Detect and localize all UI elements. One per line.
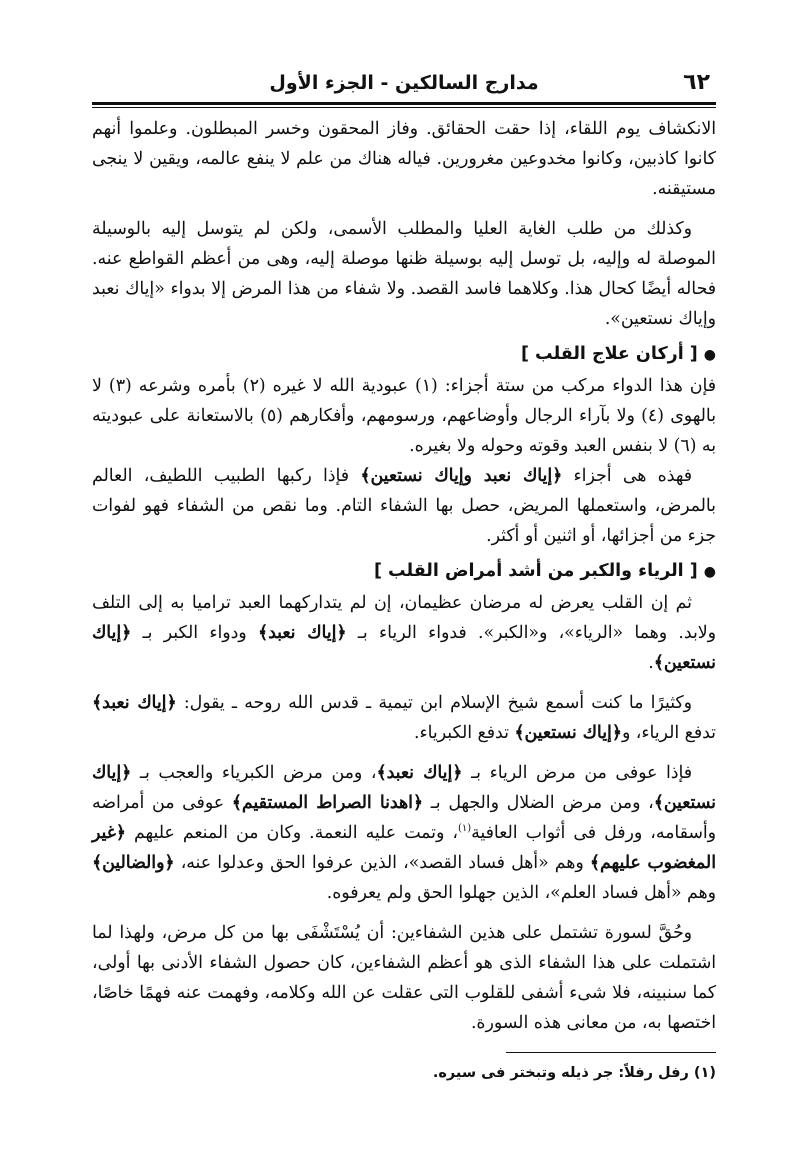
quran-quote: ﴿إياك نعبد﴾ (92, 693, 177, 713)
footnote: (١) رفل رفلاً: جر ذيله وتبختر فى سيره. (432, 1065, 716, 1081)
page-number: ٦٢ (683, 70, 710, 95)
running-title: مدارج السالكين - الجزء الأول (269, 72, 539, 94)
quran-quote: ﴿اهدنا الصراط المستقيم﴾ (231, 793, 424, 813)
paragraph-3: فإن هذا الدواء مركب من ستة أجزاء: (١) عبودية الله لا غيره (٢) بأمره وشرعه (٣) لا بالهوى (٤) ولا بآراء الرجال وأوضاعهم، ورسومهم، وأفكارهم (٥) بالاستعانة على عبوديته به (٦) لا بنفس العبد وقوته وحوله ولا بغيره. (92, 376, 717, 456)
header-rule (92, 102, 716, 108)
quran-quote: ﴿إياك نستعين﴾ (514, 723, 622, 743)
quran-quote: ﴿إياك نعبد وإياك نستعين﴾ (360, 466, 563, 486)
paragraph-4: فهذه هى أجزاء ﴿إياك نعبد وإياك نستعين﴾ فإذا ركبها الطبيب اللطيف، العالم بالمرض، واستعملها المريض، حصل بها الشفاء التام. وما نقص من الشفاء فهو لفوات جزء من أجزائها، أو اثنين أو أكثر. (92, 466, 716, 546)
quran-quote: ﴿إياك نعبد﴾ (376, 763, 463, 783)
footnote-rule (506, 1052, 716, 1053)
section-heading-heart-remedy (92, 338, 716, 371)
paragraph-2: وكذلك من طلب الغاية العليا والمطلب الأسمى، ولكن لم يتوسل إليه بالوسيلة الموصلة له وإليه، بل توسل إليه بوسيلة ظنها موصلة إليه، وهى من أعظم القواطع عنه. فحاله أيضًا كحال هذا. وكلاهما فاسد القصد. ولا شفاء من هذا المرض إلا بدواء «إياك نعبد وإياك نستعين». (92, 219, 716, 329)
paragraph-8: وحُقَّ لسورة تشتمل على هذين الشفاءين: أن يُسْتَشْفَى بها من كل مرض، ولهذا لما اشتملت على هذا الشفاء الذى هو أعظم الشفاءين، كان حصول الشفاء الأدنى بها أولى، كما سنبينه، فلا شىء أشفى للقلوب التى عقلت عن الله وكلامه، وفهمت عنه فهمًا خاصًا، اختصها به، من معانى هذه السورة. (92, 923, 716, 1033)
book-page (92, 60, 716, 1085)
quran-quote: ﴿غير المغضوب عليهم﴾ (92, 823, 716, 873)
paragraph-5: ثم إن القلب يعرض له مرضان عظيمان، إن لم يتداركهما العبد تراميا به إلى التلف ولابد. وهما «الرياء»، و«الكبر». فدواء الرياء بـ ﴿إياك نعبد﴾ ودواء الكبر بـ ﴿إياك نستعين﴾. (92, 593, 716, 673)
paragraph-6: وكثيرًا ما كنت أسمع شيخ الإسلام ابن تيمية ـ قدس الله روحه ـ يقول: ﴿إياك نعبد﴾ تدفع الرياء، و﴿إياك نستعين﴾ تدفع الكبرياء. (92, 693, 716, 743)
page-header (92, 60, 716, 100)
section-bullet-icon: ● (703, 347, 716, 363)
quran-quote: ﴿إياك نستعين﴾ (92, 763, 716, 813)
section-title: [ الرياء والكبر من أشد أمراض القلب ] (373, 561, 698, 581)
quran-quote: ﴿والضالين﴾ (92, 853, 175, 873)
quran-quote: ﴿إياك نستعين﴾ (92, 623, 716, 673)
paragraph-7: فإذا عوفى من مرض الرياء بـ ﴿إياك نعبد﴾، ومن مرض الكبرياء والعجب بـ ﴿إياك نستعين﴾، ومن مرض الضلال والجهل بـ ﴿اهدنا الصراط المستقيم﴾ عوفى من أمراضه وأسقامه، ورفل فى أثواب العافية$^{(١)}$، وتمت عليه النعمة. وكان من المنعم عليهم ﴿غير المغضوب عليهم﴾ وهم «أهل فساد القصد»، الذين عرفوا الحق وعدلوا عنه، ﴿والضالين﴾ وهم «أهل فساد العلم»، الذين جهلوا الحق ولم يعرفوه. (92, 763, 716, 903)
section-heading-riya-kibr (92, 555, 716, 588)
quran-quote: ﴿إياك نعبد﴾ (257, 623, 347, 643)
section-title: [ أركان علاج القلب ] (520, 344, 698, 364)
paragraph-1: الانكشاف يوم اللقاء، إذا حقت الحقائق. وفاز المحقون وخسر المبطلون. وعلموا أنهم كانوا كاذبين، وكانوا مخدوعين مغرورين. فياله هناك من علم لا ينفع عالمه، ويقين لا ينجى مستيقنه. (92, 119, 716, 199)
section-bullet-icon: ● (703, 564, 716, 580)
footnote-marker: (١) (457, 823, 472, 835)
